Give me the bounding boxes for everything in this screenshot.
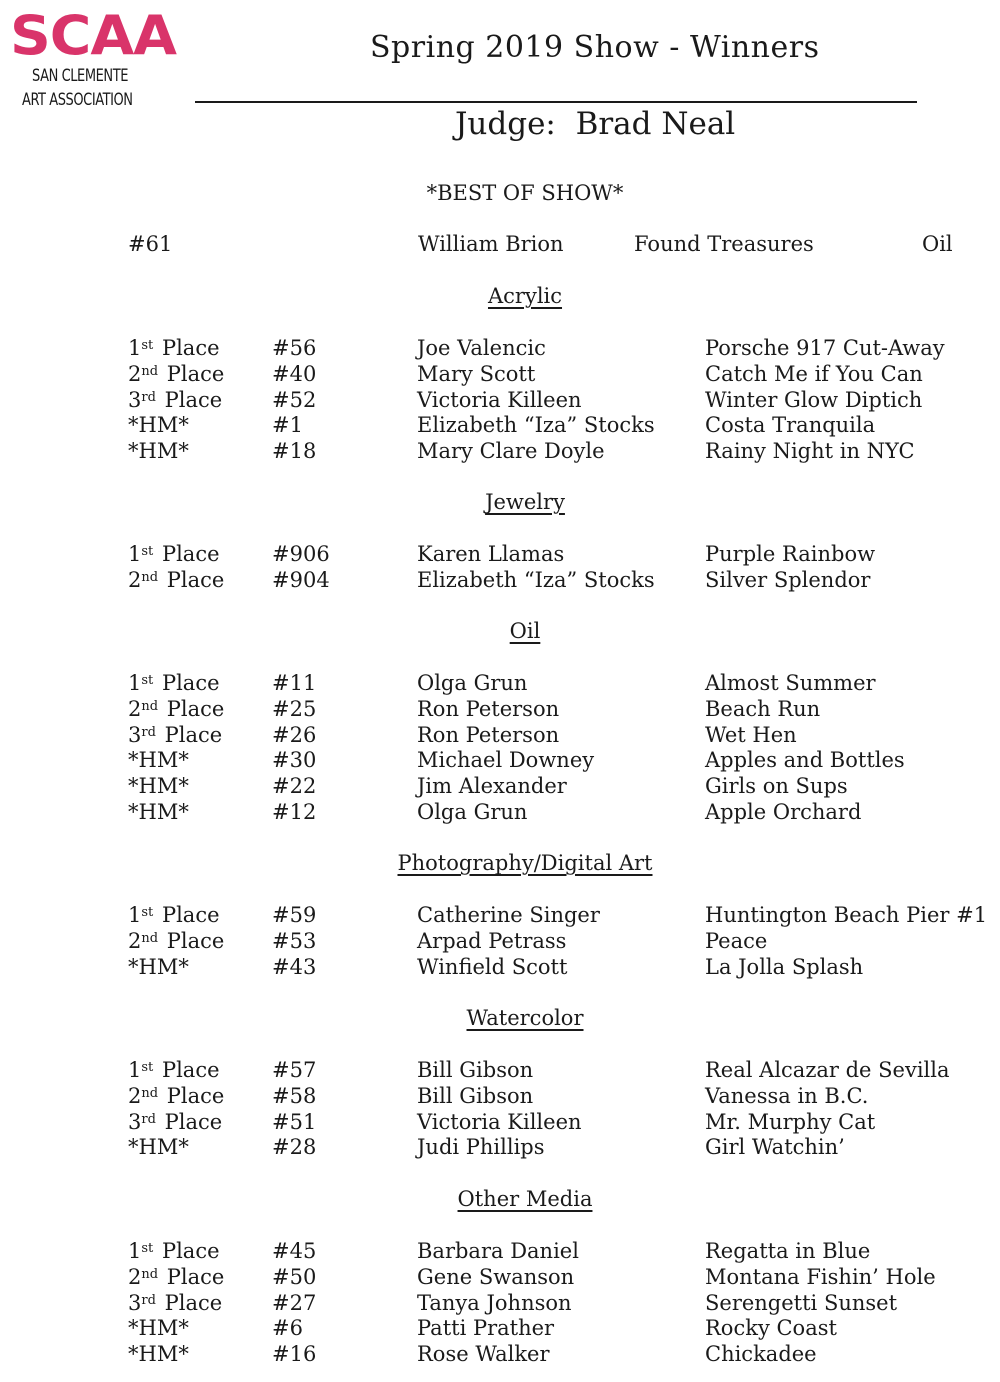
entry-artist: Elizabeth “Iza” Stocks: [417, 413, 655, 438]
entry-artist: Catherine Singer: [417, 903, 600, 927]
place-word: Place: [155, 1239, 220, 1263]
entry-number: #6: [272, 1316, 303, 1341]
ordinal-suffix: nd: [141, 363, 159, 379]
entry-number: #57: [272, 1058, 317, 1082]
entry-number: #52: [272, 387, 317, 412]
entry-number: #12: [272, 800, 317, 824]
entry-number: #25: [272, 696, 317, 721]
entry-artist: Elizabeth “Iza” Stocks: [417, 567, 655, 592]
place-value: 2: [128, 1264, 142, 1289]
ordinal-suffix: st: [141, 905, 154, 920]
award-place: [128, 1265, 224, 1289]
entry-artist: Olga Grun: [417, 671, 528, 695]
entry-number: #26: [272, 722, 317, 747]
entry-number: #40: [272, 361, 317, 386]
entry-number: #16: [272, 1342, 317, 1367]
award-place: [128, 1110, 222, 1134]
award-row: [0, 748, 1000, 774]
award-row: [0, 955, 1000, 981]
place-value: *HM*: [128, 1135, 189, 1160]
place-value: *HM*: [128, 413, 189, 438]
award-row: [0, 929, 1000, 955]
ordinal-suffix: nd: [141, 698, 159, 714]
place-value: *HM*: [128, 1342, 189, 1367]
award-row: [0, 1291, 1000, 1317]
place-value: 1: [128, 671, 142, 695]
entry-title: Serengetti Sunset: [705, 1290, 898, 1315]
award-place: [128, 388, 222, 412]
place-word: Place: [160, 361, 225, 386]
place-value: 1: [128, 1239, 142, 1263]
place-word: Place: [157, 1290, 223, 1315]
entry-artist: Arpad Petrass: [417, 928, 567, 953]
place-value: *HM*: [128, 774, 189, 799]
best-of-show-row: [0, 232, 1000, 258]
ordinal-suffix: st: [141, 1241, 154, 1256]
scaa-logo: [10, 4, 177, 112]
award-row: [0, 1239, 1000, 1265]
entry-title: Mr. Murphy Cat: [705, 1109, 876, 1134]
award-place: [128, 1135, 189, 1159]
entry-title: Girl Watchin’: [705, 1135, 845, 1160]
place-word: Place: [155, 903, 220, 927]
entry-title: Montana Fishin’ Hole: [705, 1264, 936, 1289]
award-row: [0, 336, 1000, 362]
award-place: [128, 800, 189, 824]
award-row: [0, 1316, 1000, 1342]
entry-artist: Gene Swanson: [417, 1264, 575, 1289]
place-word: Place: [160, 567, 225, 592]
place-value: 1: [128, 903, 142, 927]
logo-mark: SCAA: [10, 4, 177, 67]
entry-number: #43: [272, 954, 317, 979]
entry-artist: Victoria Killeen: [417, 1109, 582, 1134]
entry-artist: Tanya Johnson: [417, 1290, 572, 1315]
entry-number: #45: [272, 1239, 317, 1263]
award-row: [0, 439, 1000, 465]
place-value: *HM*: [128, 954, 189, 979]
award-row: [0, 1342, 1000, 1368]
entry-number: #56: [272, 336, 317, 360]
entry-title: Almost Summer: [705, 671, 876, 695]
award-row: [0, 1265, 1000, 1291]
place-value: 3: [128, 387, 142, 412]
award-place: [128, 542, 220, 566]
award-place: [128, 439, 189, 463]
ordinal-suffix: st: [141, 338, 154, 353]
place-word: Place: [155, 671, 220, 695]
place-value: 3: [128, 1290, 142, 1315]
award-place: [128, 774, 189, 798]
entry-title: Silver Splendor: [705, 567, 871, 592]
award-place: [128, 671, 220, 695]
award-place: [128, 1342, 189, 1366]
award-row: [0, 1135, 1000, 1161]
entry-title: Beach Run: [705, 696, 821, 721]
award-place: [128, 748, 189, 772]
entry-title: Catch Me if You Can: [705, 361, 923, 386]
award-row: [0, 903, 1000, 929]
place-value: *HM*: [128, 439, 189, 464]
award-row: [0, 697, 1000, 723]
entry-artist: Judi Phillips: [417, 1135, 545, 1160]
category-heading: Acrylic: [487, 284, 563, 308]
entry-title: Apples and Bottles: [705, 748, 905, 773]
place-word: Place: [155, 336, 220, 360]
entry-artist: Bill Gibson: [417, 1058, 534, 1082]
entry-artist: Rose Walker: [417, 1342, 550, 1367]
place-word: Place: [155, 542, 220, 566]
award-row: [0, 774, 1000, 800]
award-row: [0, 542, 1000, 568]
entry-artist: Karen Llamas: [417, 542, 565, 566]
award-place: [128, 362, 224, 386]
place-value: *HM*: [128, 748, 189, 773]
entry-title: Porsche 917 Cut-Away: [705, 336, 945, 360]
award-place: [128, 697, 224, 721]
entry-title: Winter Glow Diptich: [705, 387, 923, 412]
award-place: [128, 1084, 224, 1108]
entry-artist: Bill Gibson: [417, 1083, 534, 1108]
place-word: Place: [155, 1058, 220, 1082]
entry-number: #59: [272, 903, 317, 927]
award-place: [128, 336, 220, 360]
ordinal-suffix: nd: [141, 1266, 159, 1282]
entry-title: Rainy Night in NYC: [705, 439, 915, 464]
entry-title: Purple Rainbow: [705, 542, 876, 566]
entry-number: #51: [272, 1109, 317, 1134]
award-row: [0, 671, 1000, 697]
award-row: [0, 800, 1000, 826]
entry-artist: Patti Prather: [417, 1316, 555, 1341]
entry-artist: Jim Alexander: [417, 774, 567, 799]
entry-number: #53: [272, 928, 317, 953]
category-heading: Jewelry: [485, 490, 565, 514]
entry-title: Peace: [705, 928, 768, 953]
entry-artist: Ron Peterson: [417, 722, 560, 747]
entry-artist: Ron Peterson: [417, 696, 560, 721]
category-heading: Watercolor: [466, 1006, 584, 1030]
entry-number: #58: [272, 1083, 317, 1108]
award-place: [128, 1239, 220, 1263]
entry-artist: Winfield Scott: [417, 954, 568, 979]
award-place: [128, 1316, 189, 1340]
award-place: [128, 929, 224, 953]
award-place: [128, 723, 222, 747]
entry-artist: Barbara Daniel: [417, 1239, 579, 1263]
ordinal-suffix: rd: [141, 389, 156, 405]
entry-artist: Victoria Killeen: [417, 387, 582, 412]
entry-number: #28: [272, 1135, 317, 1160]
ordinal-suffix: rd: [141, 1111, 156, 1127]
place-value: 3: [128, 722, 142, 747]
entry-title: Girls on Sups: [705, 774, 848, 799]
award-row: [0, 1058, 1000, 1084]
place-value: 2: [128, 696, 142, 721]
entry-medium: Oil: [922, 232, 953, 256]
title-rule: [195, 101, 917, 103]
entry-artist: Mary Scott: [417, 361, 536, 386]
place-word: Place: [157, 387, 223, 412]
award-row: [0, 388, 1000, 414]
entry-artist: Olga Grun: [417, 800, 528, 824]
ordinal-suffix: st: [141, 673, 154, 688]
place-value: 2: [128, 361, 142, 386]
award-row: [0, 568, 1000, 594]
ordinal-suffix: nd: [141, 569, 159, 585]
logo-line-1: SAN CLEMENTE: [32, 66, 129, 86]
entry-number: #906: [272, 542, 330, 566]
entry-number: #27: [272, 1290, 317, 1315]
entry-title: Apple Orchard: [705, 800, 862, 824]
entry-title: Real Alcazar de Sevilla: [705, 1058, 950, 1082]
entry-artist: Joe Valencic: [417, 336, 546, 360]
entry-number: #30: [272, 748, 317, 773]
entry-number: #904: [272, 567, 330, 592]
award-place: [128, 413, 189, 437]
entry-title: Regatta in Blue: [705, 1239, 871, 1263]
place-value: 1: [128, 336, 142, 360]
entry-title: Found Treasures: [634, 232, 814, 256]
page-title: Spring 2019 Show - Winners: [370, 30, 820, 65]
entry-number: #18: [272, 439, 317, 464]
ordinal-suffix: rd: [141, 724, 156, 740]
entry-title: Rocky Coast: [705, 1316, 837, 1341]
place-value: *HM*: [128, 800, 189, 824]
place-value: 3: [128, 1109, 142, 1134]
award-place: [128, 1058, 220, 1082]
place-value: 2: [128, 1083, 142, 1108]
entry-number: #1: [272, 413, 303, 438]
award-place: [128, 903, 220, 927]
award-place: [128, 568, 224, 592]
entry-title: Vanessa in B.C.: [705, 1083, 869, 1108]
place-value: 2: [128, 928, 142, 953]
category-heading: Oil: [509, 619, 541, 643]
award-row: [0, 413, 1000, 439]
entry-artist: William Brion: [418, 232, 564, 256]
place-word: Place: [157, 722, 223, 747]
award-place: [128, 955, 189, 979]
place-word: Place: [157, 1109, 223, 1134]
entry-number: #11: [272, 671, 317, 695]
place-word: Place: [160, 1264, 225, 1289]
logo-line-2: ART ASSOCIATION: [22, 90, 133, 110]
place-word: Place: [160, 696, 225, 721]
entry-number: #50: [272, 1264, 317, 1289]
award-row: [0, 362, 1000, 388]
entry-title: Wet Hen: [705, 722, 797, 747]
place-value: 1: [128, 1058, 142, 1082]
judge-line: Judge: Brad Neal: [455, 106, 736, 142]
category-heading: Photography/Digital Art: [397, 851, 653, 875]
entry-title: Costa Tranquila: [705, 413, 876, 438]
award-place: [128, 1291, 222, 1315]
entry-title: Huntington Beach Pier #1: [705, 903, 988, 927]
award-row: [0, 1084, 1000, 1110]
ordinal-suffix: nd: [141, 930, 159, 946]
best-of-show-heading: *BEST OF SHOW*: [426, 181, 624, 205]
entry-title: La Jolla Splash: [705, 954, 864, 979]
award-row: [0, 723, 1000, 749]
ordinal-suffix: rd: [141, 1292, 156, 1308]
entry-title: Chickadee: [705, 1342, 817, 1367]
category-heading: Other Media: [457, 1187, 593, 1211]
entry-artist: Michael Downey: [417, 748, 595, 773]
place-word: Place: [160, 1083, 225, 1108]
place-value: 2: [128, 567, 142, 592]
ordinal-suffix: st: [141, 1060, 154, 1075]
award-row: [0, 1110, 1000, 1136]
place-value: *HM*: [128, 1316, 189, 1341]
entry-number: #61: [128, 232, 173, 256]
place-word: Place: [160, 928, 225, 953]
ordinal-suffix: nd: [141, 1085, 159, 1101]
ordinal-suffix: st: [141, 544, 154, 559]
entry-artist: Mary Clare Doyle: [417, 439, 605, 464]
entry-number: #22: [272, 774, 317, 799]
place-value: 1: [128, 542, 142, 566]
